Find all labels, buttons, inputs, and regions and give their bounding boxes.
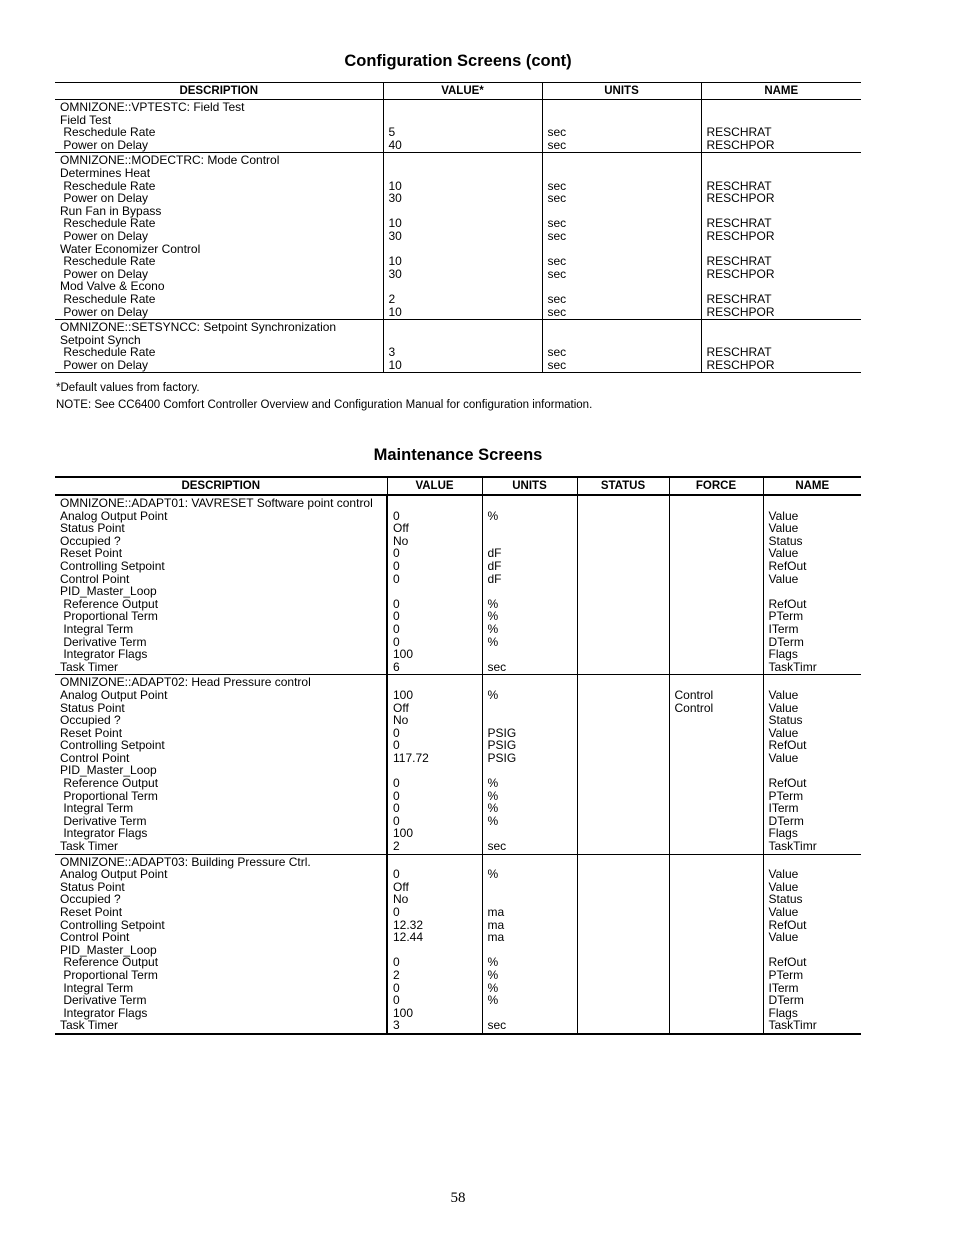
table-row (55, 854, 861, 1034)
header-description: DESCRIPTION (55, 83, 383, 100)
table-row (55, 320, 861, 373)
cell-value: 0 Off No 0 0 0 0 0 0 0 100 6 (387, 495, 482, 675)
cell-force: Control Control (669, 675, 763, 854)
header-force: FORCE (669, 477, 763, 495)
cell-value: 3 10 (383, 320, 542, 373)
header-value: VALUE* (383, 83, 542, 100)
table-row (55, 675, 861, 854)
cell-status (577, 495, 669, 675)
cell-force (669, 495, 763, 675)
cell-name: RESCHRAT RESCHPOR RESCHRAT RESCHPOR RESCHRAT RESCHPOR RESCHRAT RESCHPOR (701, 153, 861, 320)
cell-units: % dF dF dF % % % % sec (482, 495, 577, 675)
cell-value: 100 Off No 0 0 117.72 0 0 0 0 100 2 (387, 675, 482, 854)
maintenance-section-title: Maintenance Screens (373, 446, 543, 464)
cell-name: Value Value Status Value RefOut Value RefOut PTerm ITerm DTerm Flags TaskTimr (763, 675, 861, 854)
table-row (55, 153, 861, 320)
cell-name: RESCHRAT RESCHPOR (701, 320, 861, 373)
cell-description: OMNIZONE::SETSYNCC: Setpoint Synchronization Setpoint Synch Reschedule Rate Power on Delay (60, 320, 337, 372)
cell-description: OMNIZONE::ADAPT01: VAVRESET Software point control Analog Output Point Status Point Occupied ? Reset Point Controlling Setpoint Control Point PID_Master_Loop Reference Output Proportional Term Integral Term Derivative Term Integrator Flags Task Timer (60, 496, 373, 674)
cell-units: sec sec (542, 320, 701, 373)
cell-description: OMNIZONE::VPTESTC: Field Test Field Test Reschedule Rate Power on Delay (60, 100, 245, 152)
cell-value: 5 40 (383, 100, 542, 153)
cell-units: sec sec (542, 100, 701, 153)
cell-name: Value Value Status Value RefOut Value RefOut PTerm ITerm DTerm Flags TaskTimr (763, 495, 861, 675)
header-description: DESCRIPTION (55, 477, 387, 495)
header-units: UNITS (482, 477, 577, 495)
page-number: 58 (450, 1190, 466, 1206)
cell-units: % ma ma ma % % % % sec (482, 854, 577, 1034)
cell-force (669, 854, 763, 1034)
cell-units: sec sec sec sec sec sec sec sec (542, 153, 701, 320)
table-header-row (55, 477, 861, 495)
configuration-table (55, 82, 861, 373)
maintenance-table (55, 476, 861, 1035)
cell-description: OMNIZONE::ADAPT02: Head Pressure control Analog Output Point Status Point Occupied ? Reset Point Controlling Setpoint Control Point PID_Master_Loop Reference Output Proportional Term Integral Term Derivative Term Integrator Flags Task Timer (60, 675, 311, 854)
header-units: UNITS (542, 83, 701, 100)
table-row (55, 100, 861, 153)
cell-description: OMNIZONE::MODECTRC: Mode Control Determines Heat Reschedule Rate Power on Delay Run Fan in Bypass Reschedule Rate Power on Delay Water Economizer Control Reschedule Rate Power on Delay Mod Valve & Econo Reschedule Rate Power on Delay (60, 153, 280, 319)
header-value: VALUE (387, 477, 482, 495)
cell-name: RESCHRAT RESCHPOR (701, 100, 861, 153)
cell-units: % PSIG PSIG PSIG % % % % sec (482, 675, 577, 854)
cell-value: 10 30 10 30 10 30 2 10 (383, 153, 542, 320)
cell-status (577, 675, 669, 854)
cell-name: Value Value Status Value RefOut Value RefOut PTerm ITerm DTerm Flags TaskTimr (763, 854, 861, 1034)
table-header-row (55, 83, 861, 100)
config-section-title: Configuration Screens (cont) (344, 52, 572, 70)
cell-description: OMNIZONE::ADAPT03: Building Pressure Ctrl. Analog Output Point Status Point Occupied ? Reset Point Controlling Setpoint Control Point PID_Master_Loop Reference Output Proportional Term Integral Term Derivative Term Integrator Flags Task Timer (60, 854, 311, 1033)
header-status: STATUS (577, 477, 669, 495)
configuration-note: NOTE: See CC6400 Comfort Controller Overview and Configuration Manual for configuration information. (56, 399, 593, 411)
table-row (55, 495, 861, 675)
cell-status (577, 854, 669, 1034)
cell-value: 0 Off No 0 12.32 12.44 0 2 0 0 100 3 (387, 854, 482, 1034)
footnote-default-values: *Default values from factory. (56, 382, 200, 394)
header-name: NAME (763, 477, 861, 495)
header-name: NAME (701, 83, 861, 100)
